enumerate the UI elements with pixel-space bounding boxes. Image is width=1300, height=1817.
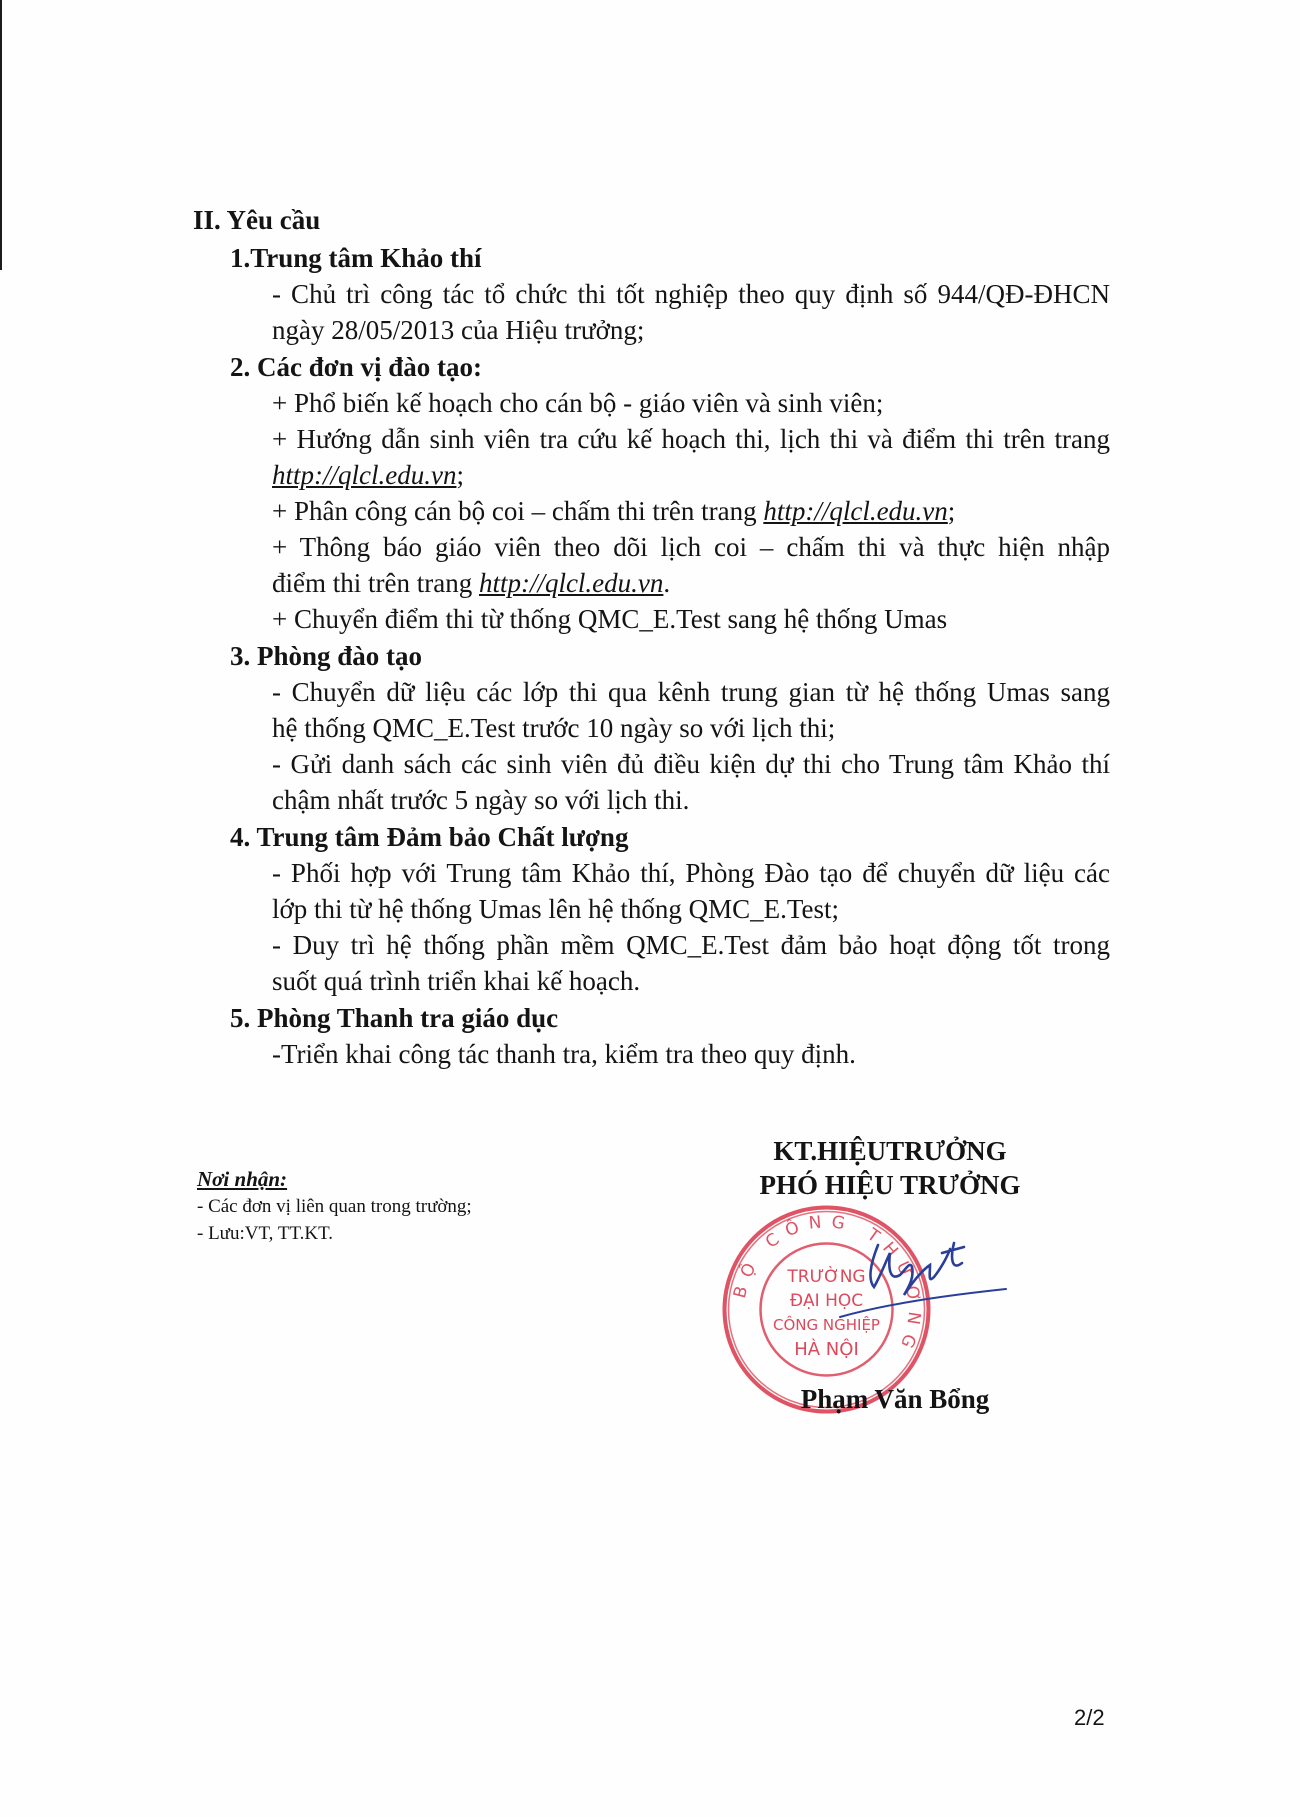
section-5-para-1: -Triển khai công tác thanh tra, kiểm tra theo quy định. [272,1039,856,1069]
qlcl-link[interactable]: http://qlcl.edu.vn [478,568,664,598]
signature-title-line-1: KT.HIỆUTRƯỞNG [773,1136,1007,1166]
section-3-para-1-line-2: hệ thống QMC_E.Test trước 10 ngày so với lịch thi; [272,713,836,743]
section-2-item-4-line-1: + Thông báo giáo viên theo dõi lịch coi – chấm thi và thực hiện nhập [272,532,1110,562]
section-4-para-2-line-1: - Duy trì hệ thống phần mềm QMC_E.Test đảm bảo hoạt động tốt trong [272,930,1110,960]
section-1-para-1-line-1: - Chủ trì công tác tổ chức thi tốt nghiệp theo quy định số 944/QĐ-ĐHCN [272,279,1110,309]
qlcl-link[interactable]: http://qlcl.edu.vn [272,460,457,490]
section-2-item-1: + Phổ biến kế hoạch cho cán bộ - giáo viên và sinh viên; [272,388,884,418]
section-2-item-5: + Chuyển điểm thi từ thống QMC_E.Test sang hệ thống Umas [272,604,948,634]
page-number: 2/2 [1074,1705,1105,1730]
section-3-para-2-line-2: chậm nhất trước 5 ngày so với lịch thi. [272,785,690,815]
stamp-line-1: TRƯỜNG [787,1267,866,1287]
signatory-name: Phạm Văn Bổng [800,1384,990,1414]
section-2-item-2-line-1: + Hướng dẫn sinh viên tra cứu kế hoạch thi, lịch thi và điểm thi trên trang [272,424,1110,454]
section-3-para-1-line-1: - Chuyển dữ liệu các lớp thi qua kênh trung gian từ hệ thống Umas sang [272,677,1110,707]
section-5-title: 5. Phòng Thanh tra giáo dục [230,1003,559,1033]
section-2-item-4-line-2: điểm thi trên trang http://qlcl.edu.vn. [272,568,671,598]
stamp-ring-text: BỘ CÔNG THƯƠNG [729,1211,925,1360]
section-4-para-1-line-2: lớp thi từ hệ thống Umas lên hệ thống QMC_E.Test; [272,894,839,924]
section-1-para-1-line-2: ngày 28/05/2013 của Hiệu trưởng; [272,315,645,345]
section-4-para-2-line-2: suốt quá trình triển khai kế hoạch. [272,966,641,996]
section-2-item-2-line-2: http://qlcl.edu.vn; [272,460,464,490]
section-1-title: 1.Trung tâm Khảo thí [230,243,482,273]
section-2-item-3: + Phân công cán bộ coi – chấm thi trên trang http://qlcl.edu.vn; [272,496,956,526]
stamp-line-4: HÀ NỘI [794,1339,859,1360]
section-3-para-2-line-1: - Gửi danh sách các sinh viên đủ điều kiện dự thi cho Trung tâm Khảo thí [272,749,1110,779]
section-2-title: 2. Các đơn vị đào tạo: [230,352,482,382]
section-4-title: 4. Trung tâm Đảm bảo Chất lượng [230,822,629,852]
stamp-line-2: ĐẠI HỌC [789,1291,864,1311]
recipients-block [197,1166,472,1247]
recipient-item: - Lưu:VT, TT.KT. [197,1223,334,1244]
section-heading: II. Yêu cầu [193,205,321,235]
recipients-heading: Nơi nhận: [197,1167,288,1191]
signature-title-line-2: PHÓ HIỆU TRƯỞNG [759,1170,1021,1200]
section-4-para-1-line-1: - Phối hợp với Trung tâm Khảo thí, Phòng Đào tạo để chuyển dữ liệu các [272,858,1110,888]
qlcl-link[interactable]: http://qlcl.edu.vn [763,496,948,526]
stamp-line-3: CÔNG NGHIỆP [773,1316,880,1334]
section-3-title: 3. Phòng đào tạo [230,641,423,671]
recipient-item: - Các đơn vị liên quan trong trường; [197,1196,472,1217]
handwritten-signature [830,1225,1010,1345]
